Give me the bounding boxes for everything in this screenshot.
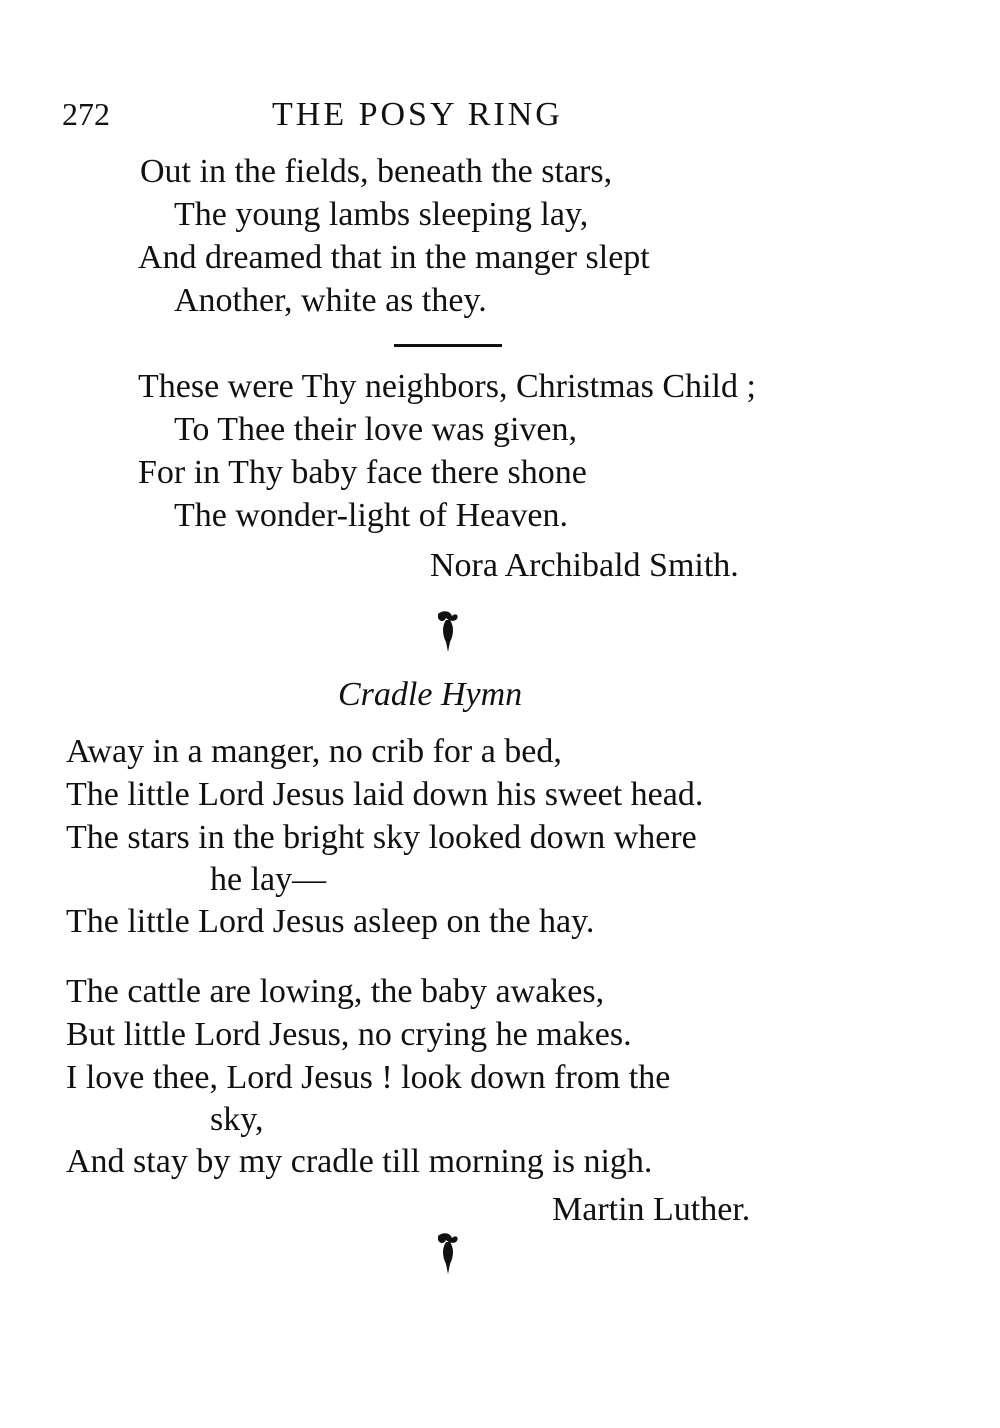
poem-line: For in Thy baby face there shone — [138, 454, 587, 491]
poem-author: Nora Archibald Smith. — [430, 547, 739, 584]
poem-line: The cattle are lowing, the baby awakes, — [66, 973, 605, 1010]
poem-line: I love thee, Lord Jesus ! look down from the — [66, 1059, 671, 1096]
poem-line: And stay by my cradle till morning is nigh. — [66, 1143, 653, 1180]
poem-title: Cradle Hymn — [338, 676, 523, 713]
poem-line: The stars in the bright sky looked down where — [66, 819, 697, 856]
poem-line: And dreamed that in the manger slept — [138, 239, 650, 276]
poem-line: To Thee their love was given, — [174, 411, 577, 448]
poem-line: The wonder-light of Heaven. — [174, 497, 568, 534]
poem-line: Another, white as they. — [174, 282, 487, 319]
page-number: 272 — [62, 96, 110, 132]
fleuron-icon — [432, 608, 464, 656]
section-divider — [394, 344, 502, 347]
poem-line: Away in a manger, no crib for a bed, — [66, 733, 562, 770]
poem-line: Out in the fields, beneath the stars, — [140, 153, 613, 190]
poem-line: But little Lord Jesus, no crying he makes. — [66, 1016, 632, 1053]
poem-line: he lay— — [210, 861, 327, 898]
poem-line: The little Lord Jesus asleep on the hay. — [66, 903, 595, 940]
poem-author: Martin Luther. — [552, 1191, 751, 1228]
poem-line: sky, — [210, 1101, 264, 1138]
running-title: THE POSY RING — [272, 96, 563, 133]
poem-line: The little Lord Jesus laid down his sweet head. — [66, 776, 704, 813]
poem-line: These were Thy neighbors, Christmas Child ; — [138, 368, 756, 405]
fleuron-icon — [432, 1230, 464, 1278]
poem-line: The young lambs sleeping lay, — [174, 196, 589, 233]
